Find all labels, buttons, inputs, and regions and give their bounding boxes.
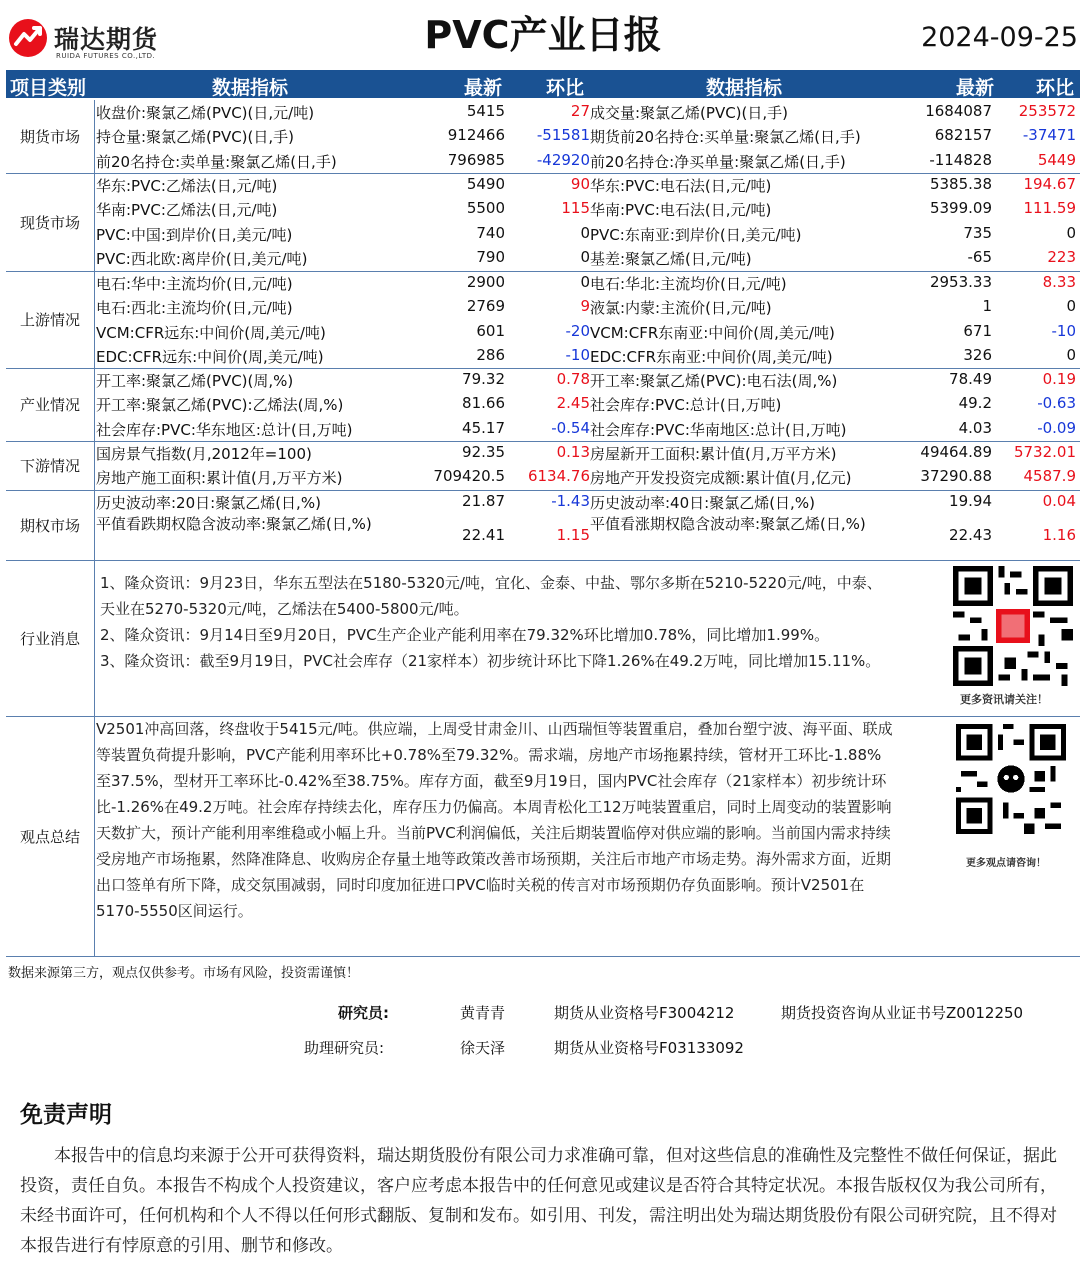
latest-value: 22.43 (949, 526, 992, 544)
latest-value: 326 (963, 345, 992, 364)
change-value: 0.78 (556, 370, 590, 388)
section-category: 上游情况 (6, 271, 95, 368)
data-source-note: 数据来源第三方，观点仅供参考。市场有风险，投资需谨慎！ (8, 966, 360, 981)
indicator-name: 电石:华北:主流均价(日,元/吨) (590, 275, 787, 293)
change-value: 0 (1066, 297, 1076, 316)
change-value: 111.59 (1023, 199, 1076, 218)
section-4 (6, 368, 1080, 442)
indicator-name: 平值看跌期权隐含波动率:聚氯乙烯(日,%) (96, 515, 372, 533)
section-1 (6, 100, 1080, 174)
table-row (94, 246, 1080, 270)
indicator-name: 房地产施工面积:累计值(月,万平方米) (96, 469, 343, 488)
change-value: -51581 (536, 126, 590, 145)
table-row (94, 465, 1080, 489)
indicator-name: 持仓量:聚氯乙烯(PVC)(日,手) (96, 128, 295, 147)
change-value: -0.54 (551, 418, 590, 437)
researcher-name: 黄青青 (460, 1004, 506, 1022)
indicator-name: 社会库存:PVC:总计(日,万吨) (590, 396, 782, 415)
section-3 (6, 271, 1080, 369)
report-date: 2024-09-25 (921, 22, 1078, 53)
indicator-name: 平值看涨期权隐含波动率:聚氯乙烯(日,%) (590, 515, 866, 533)
table-row (94, 100, 1080, 124)
indicator-name: 前20名持仓:净买单量:聚氯乙烯(日,手) (590, 152, 846, 171)
news-section (6, 560, 1080, 717)
change-value: 5732.01 (1013, 443, 1076, 461)
latest-value: 92.35 (462, 443, 505, 461)
change-value: 8.33 (1042, 273, 1076, 291)
report-title: PVC产业日报 (424, 13, 662, 57)
section-category: 期权市场 (6, 490, 95, 560)
indicator-name: 社会库存:PVC:华东地区:总计(日,万吨) (96, 420, 353, 439)
table-row (94, 417, 1080, 441)
table-row (94, 222, 1080, 246)
header-latest-1: 最新 (464, 77, 503, 99)
change-value: 253572 (1018, 102, 1076, 120)
change-value: 1.16 (1042, 526, 1076, 544)
header-category: 项目类别 (10, 77, 87, 99)
change-value: 4587.9 (1023, 467, 1076, 486)
news-item-3: 3、隆众资讯：截至9月19日，PVC社会库存（21家样本）初步统计环比下降1.26%在49.2万吨，同比增加15.11%。 (100, 652, 881, 670)
indicator-name: PVC:中国:到岸价(日,美元/吨) (96, 225, 293, 244)
indicator-name: 华南:PVC:电石法(日,元/吨) (590, 201, 772, 220)
indicator-name: 华东:PVC:乙烯法(日,元/吨) (96, 177, 278, 195)
latest-value: 49464.89 (920, 443, 992, 461)
change-value: 27 (570, 102, 590, 120)
change-value: 2.45 (556, 394, 590, 413)
logo-en-text: RUIDA FUTURES CO.,LTD. (56, 52, 156, 60)
indicator-name: 电石:华中:主流均价(日,元/吨) (96, 275, 293, 293)
table-row (94, 368, 1080, 392)
news-list (100, 570, 896, 674)
indicator-name: 成交量:聚氯乙烯(PVC)(日,手) (590, 104, 789, 122)
researcher-label: 研究员: (338, 1004, 389, 1022)
indicator-name: VCM:CFR远东:中间价(周,美元/吨) (96, 323, 326, 342)
change-value: -42920 (536, 150, 590, 169)
change-value: -10 (565, 345, 590, 364)
change-value: 9 (580, 297, 590, 316)
summary-category: 观点总结 (6, 716, 95, 956)
change-value: -10 (1051, 321, 1076, 340)
header-indicator-2: 数据指标 (706, 77, 783, 99)
indicator-name: 开工率:聚氯乙烯(PVC):乙烯法(周,%) (96, 396, 344, 415)
indicator-name: 房地产开发投资完成额:累计值(月,亿元) (590, 469, 852, 488)
latest-value: 79.32 (462, 370, 505, 388)
change-value: 194.67 (1023, 175, 1076, 193)
table-row (94, 149, 1080, 173)
news-category: 行业消息 (6, 560, 95, 716)
latest-value: 912466 (447, 126, 505, 145)
latest-value: 21.87 (462, 492, 505, 510)
change-value: 223 (1047, 247, 1076, 266)
latest-value: 286 (476, 345, 505, 364)
news-qr-caption: 更多资讯请关注！ (960, 693, 1048, 706)
news-item-2: 2、隆众资讯：9月14日至9月20日，PVC生产企业产能利用率在79.32%环比增加0.78%，同比增加1.99%。 (100, 626, 830, 644)
change-value: 0.13 (556, 443, 590, 461)
latest-value: 5385.38 (929, 175, 992, 193)
disclaimer-text: 本报告中的信息均来源于公开可获得资料，瑞达期货股份有限公司力求准确可靠，但对这些信息的准确性及完整性不做任何保证，据此投资，责任自负。本报告不构成个人投资建议，客户应考虑本报告中的任何意见或建议是否符合其特定状况。本报告版权仅为我公司所有，未经书面许可，任何机构和个人不得以任何形式翻版、复制和发布。如引用、刊发，需注明出处为瑞达期货股份有限公司研究院，且不得对本报告进行有悖原意的引用、删节和修改。 (20, 1146, 1057, 1256)
indicator-name: PVC:西北欧:离岸价(日,美元/吨) (96, 249, 308, 268)
change-value: 0 (1066, 345, 1076, 364)
table-row (94, 514, 1080, 558)
assistant-name: 徐天泽 (460, 1039, 506, 1057)
indicator-name: EDC:CFR东南亚:中间价(周,美元/吨) (590, 347, 833, 366)
indicator-name: VCM:CFR东南亚:中间价(周,美元/吨) (590, 323, 835, 342)
latest-value: 796985 (447, 150, 505, 169)
indicator-name: 基差:聚氯乙烯(日,元/吨) (590, 249, 752, 268)
disclaimer-title: 免责声明 (20, 1102, 112, 1128)
indicator-name: 历史波动率:40日:聚氯乙烯(日,%) (590, 494, 815, 512)
table-header (6, 70, 1080, 98)
table-row (94, 392, 1080, 416)
indicator-name: 开工率:聚氯乙烯(PVC):电石法(周,%) (590, 372, 838, 390)
latest-value: 790 (476, 247, 505, 266)
latest-value: 671 (963, 321, 992, 340)
latest-value: 2900 (466, 273, 505, 291)
indicator-name: 前20名持仓:卖单量:聚氯乙烯(日,手) (96, 152, 337, 171)
indicator-name: 国房景气指数(月,2012年=100) (96, 445, 312, 463)
table-row (94, 271, 1080, 295)
latest-value: 1 (982, 297, 992, 316)
header-latest-2: 最新 (956, 77, 995, 99)
indicator-name: PVC:东南亚:到岸价(日,美元/吨) (590, 225, 802, 244)
latest-value: -65 (967, 247, 992, 266)
latest-value: 81.66 (462, 394, 505, 413)
change-value: 0 (580, 247, 590, 266)
latest-value: 709420.5 (433, 467, 505, 486)
latest-value: 2953.33 (929, 273, 992, 291)
change-value: -20 (565, 321, 590, 340)
change-value: -37471 (1022, 126, 1076, 145)
change-value: 0.19 (1042, 370, 1076, 388)
latest-value: 5415 (466, 102, 505, 120)
latest-value: 682157 (934, 126, 992, 145)
change-value: 90 (570, 175, 590, 193)
table-row (94, 490, 1080, 514)
change-value: 5449 (1037, 150, 1076, 169)
change-value: -1.43 (551, 492, 590, 510)
change-value: -0.63 (1037, 394, 1076, 413)
section-category: 下游情况 (6, 441, 95, 490)
change-value: 1.15 (556, 526, 590, 544)
latest-value: 22.41 (462, 526, 505, 544)
table-row (94, 197, 1080, 221)
section-category: 现货市场 (6, 173, 95, 271)
summary-qr-caption: 更多观点请咨询！ (966, 858, 1046, 869)
assistant-label: 助理研究员: (304, 1039, 385, 1057)
summary-section (6, 716, 1080, 957)
indicator-name: 开工率:聚氯乙烯(PVC)(周,%) (96, 372, 294, 390)
change-value: 6134.76 (527, 467, 590, 486)
change-value: 115 (561, 199, 590, 218)
table-row (94, 173, 1080, 197)
latest-value: 1684087 (925, 102, 992, 120)
indicator-name: 收盘价:聚氯乙烯(PVC)(日,元/吨) (96, 104, 315, 122)
logo-cn-text: 瑞达期货 (54, 25, 159, 54)
latest-value: -114828 (929, 150, 992, 169)
change-value: 0.04 (1042, 492, 1076, 510)
table-row (94, 320, 1080, 344)
section-category: 产业情况 (6, 368, 95, 441)
news-item-1: 1、隆众资讯：9月23日，华东五型法在5180-5320元/吨，宜化、金泰、中盐、鄂尔多斯在5210-5220元/吨，中泰、天业在5270-5320元/吨，乙烯法在5400-5800元/吨。 (100, 574, 882, 618)
latest-value: 19.94 (949, 492, 992, 510)
section-2 (6, 173, 1080, 272)
indicator-name: 华东:PVC:电石法(日,元/吨) (590, 177, 772, 195)
latest-value: 735 (963, 223, 992, 242)
header-indicator-1: 数据指标 (212, 77, 289, 99)
indicator-name: EDC:CFR远东:中间价(周,美元/吨) (96, 347, 324, 366)
latest-value: 740 (476, 223, 505, 242)
section-5 (6, 441, 1080, 491)
latest-value: 78.49 (949, 370, 992, 388)
indicator-name: 期货前20名持仓:买单量:聚氯乙烯(日,手) (590, 128, 861, 147)
table-row (94, 344, 1080, 368)
latest-value: 4.03 (958, 418, 992, 437)
summary-qr-code-icon (956, 724, 1066, 834)
header-change-2: 环比 (1036, 77, 1075, 99)
indicator-name: 电石:西北:主流均价(日,元/吨) (96, 299, 293, 318)
header-change-1: 环比 (546, 77, 585, 99)
latest-value: 601 (476, 321, 505, 340)
change-value: 0 (580, 273, 590, 291)
assistant-cert: 期货从业资格号F03133092 (554, 1039, 744, 1057)
change-value: 0 (580, 223, 590, 242)
indicator-name: 液氯:内蒙:主流价(日,元/吨) (590, 299, 772, 318)
table-row (94, 124, 1080, 148)
researcher-advisory-cert: 期货投资咨询从业证书号Z0012250 (781, 1004, 1024, 1022)
indicator-name: 华南:PVC:乙烯法(日,元/吨) (96, 201, 278, 220)
section-category: 期货市场 (6, 100, 95, 173)
summary-text: V2501冲高回落，终盘收于5415元/吨。供应端，上周受甘肃金川、山西瑞恒等装置重启，叠加台塑宁波、海平面、联成等装置负荷提升影响，PVC产能利用率环比+0.78%至79.32%。需求端，房地产市场拖累持续，管材开工环比-1.88%至37.5%，型材开工率环比-0.42%至38.75%。库存方面，截至9月19日，国内PVC社会库存（21家样本）初步统计环比-1.26%在49.2万吨。社会库存持续去化，库存压力仍偏高。本周青松化工12万吨装置重启，同时上周变动的装置影响天数扩大，预计产能利用率维稳或小幅上升。当前PVC利润偏低，关注后期装置临停对供应端的影响。当前国内需求持续受房地产市场拖累，然降准降息、收购房企存量土地等政策改善市场预期，关注后市地产市场走势。海外需求方面，近期出口签单有所下降，成交氛围减弱，同时印度加征进口PVC临时关税的传言对市场预期仍存负面影响。预计V2501在5170-5550区间运行。 (96, 720, 893, 920)
change-value: 0 (1066, 223, 1076, 242)
latest-value: 2769 (466, 297, 505, 316)
latest-value: 5490 (466, 175, 505, 193)
indicator-name: 历史波动率:20日:聚氯乙烯(日,%) (96, 494, 321, 512)
indicator-name: 社会库存:PVC:华南地区:总计(日,万吨) (590, 420, 847, 439)
latest-value: 45.17 (462, 418, 505, 437)
section-6 (6, 490, 1080, 561)
latest-value: 37290.88 (920, 467, 992, 486)
table-row (94, 295, 1080, 319)
change-value: -0.09 (1037, 418, 1076, 437)
latest-value: 5500 (466, 199, 505, 218)
latest-value: 49.2 (958, 394, 992, 413)
table-row (94, 441, 1080, 465)
indicator-name: 房屋新开工面积:累计值(月,万平方米) (590, 445, 837, 463)
researcher-cert: 期货从业资格号F3004212 (554, 1004, 735, 1022)
news-qr-code-icon (953, 566, 1073, 686)
latest-value: 5399.09 (929, 199, 992, 218)
